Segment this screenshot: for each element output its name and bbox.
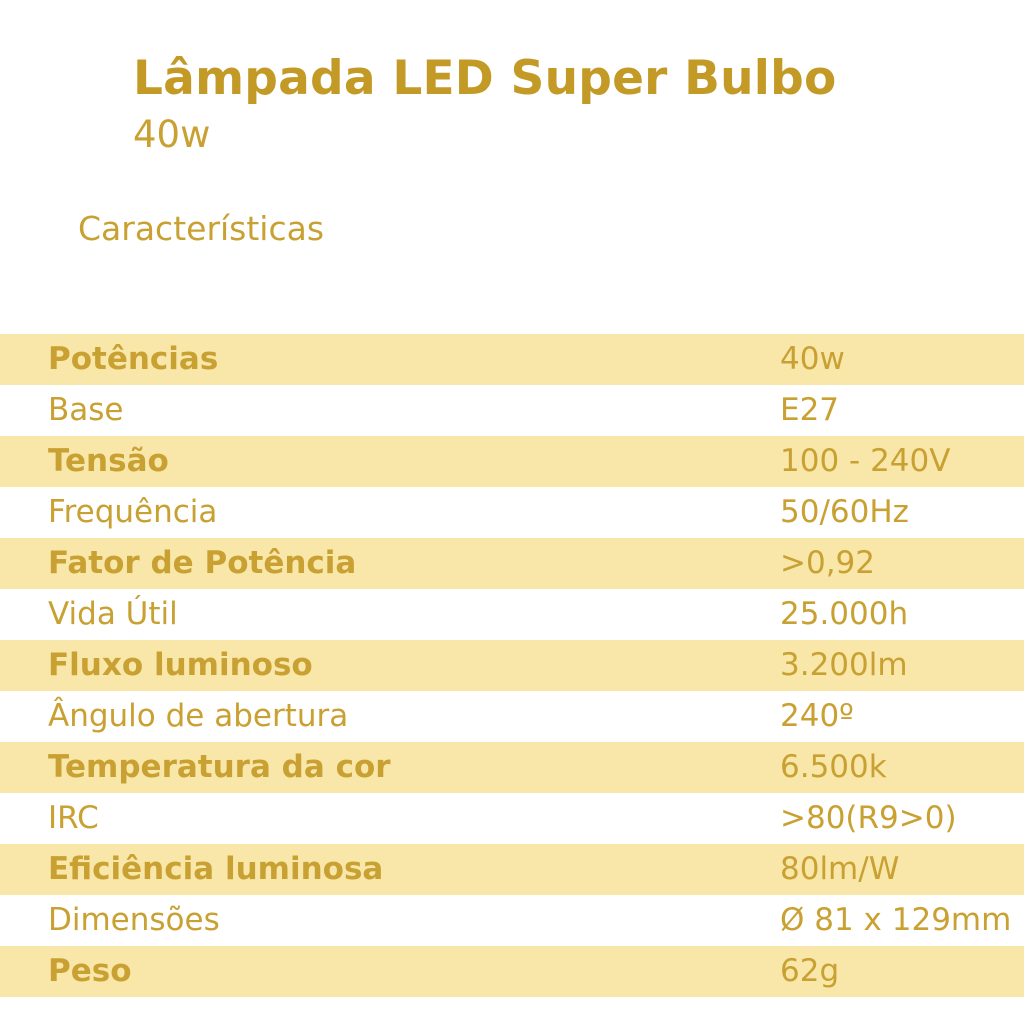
section-heading-caracteristicas: Características	[78, 208, 325, 248]
table-row	[0, 436, 1024, 487]
spec-label: Fluxo luminoso	[48, 647, 313, 683]
spec-value: 6.500k	[780, 749, 887, 785]
spec-value: 80lm/W	[780, 851, 900, 887]
spec-value: 3.200lm	[780, 647, 908, 683]
spec-value: 100 - 240V	[780, 443, 951, 479]
spec-label: Potências	[48, 341, 219, 377]
table-row	[0, 385, 1024, 436]
spec-label: Frequência	[48, 494, 218, 530]
spec-value: E27	[780, 392, 840, 428]
spec-label: Vida Útil	[48, 596, 178, 632]
spec-value: 240º	[780, 698, 854, 734]
spec-label: Eficiência luminosa	[48, 851, 384, 887]
spec-label: IRC	[48, 800, 99, 836]
table-row	[0, 742, 1024, 793]
table-row	[0, 487, 1024, 538]
spec-value: 62g	[780, 953, 840, 989]
spec-value: >80(R9>0)	[780, 800, 957, 836]
table-row	[0, 334, 1024, 385]
header	[0, 0, 1024, 157]
table-row	[0, 793, 1024, 844]
table-row	[0, 640, 1024, 691]
table-row	[0, 895, 1024, 946]
spec-label: Tensão	[48, 443, 169, 479]
spec-label: Temperatura da cor	[48, 749, 391, 785]
spec-value: Ø 81 x 129mm	[780, 902, 1012, 938]
table-row	[0, 844, 1024, 895]
table-row	[0, 538, 1024, 589]
table-row	[0, 946, 1024, 997]
page-subtitle: 40w	[133, 113, 211, 157]
spec-value: >0,92	[780, 545, 875, 581]
table-row	[0, 589, 1024, 640]
specifications-table-body	[0, 334, 1024, 997]
spec-label: Ângulo de abertura	[48, 698, 349, 734]
spec-value: 40w	[780, 341, 845, 377]
spec-label: Base	[48, 392, 124, 428]
page-title: Lâmpada LED Super Bulbo	[133, 51, 837, 106]
spec-label: Peso	[48, 953, 132, 989]
spec-label: Dimensões	[48, 902, 220, 938]
spec-label: Fator de Potência	[48, 545, 357, 581]
spec-value: 25.000h	[780, 596, 909, 632]
table-row	[0, 691, 1024, 742]
specifications-table	[0, 334, 1024, 997]
spec-value: 50/60Hz	[780, 494, 909, 530]
